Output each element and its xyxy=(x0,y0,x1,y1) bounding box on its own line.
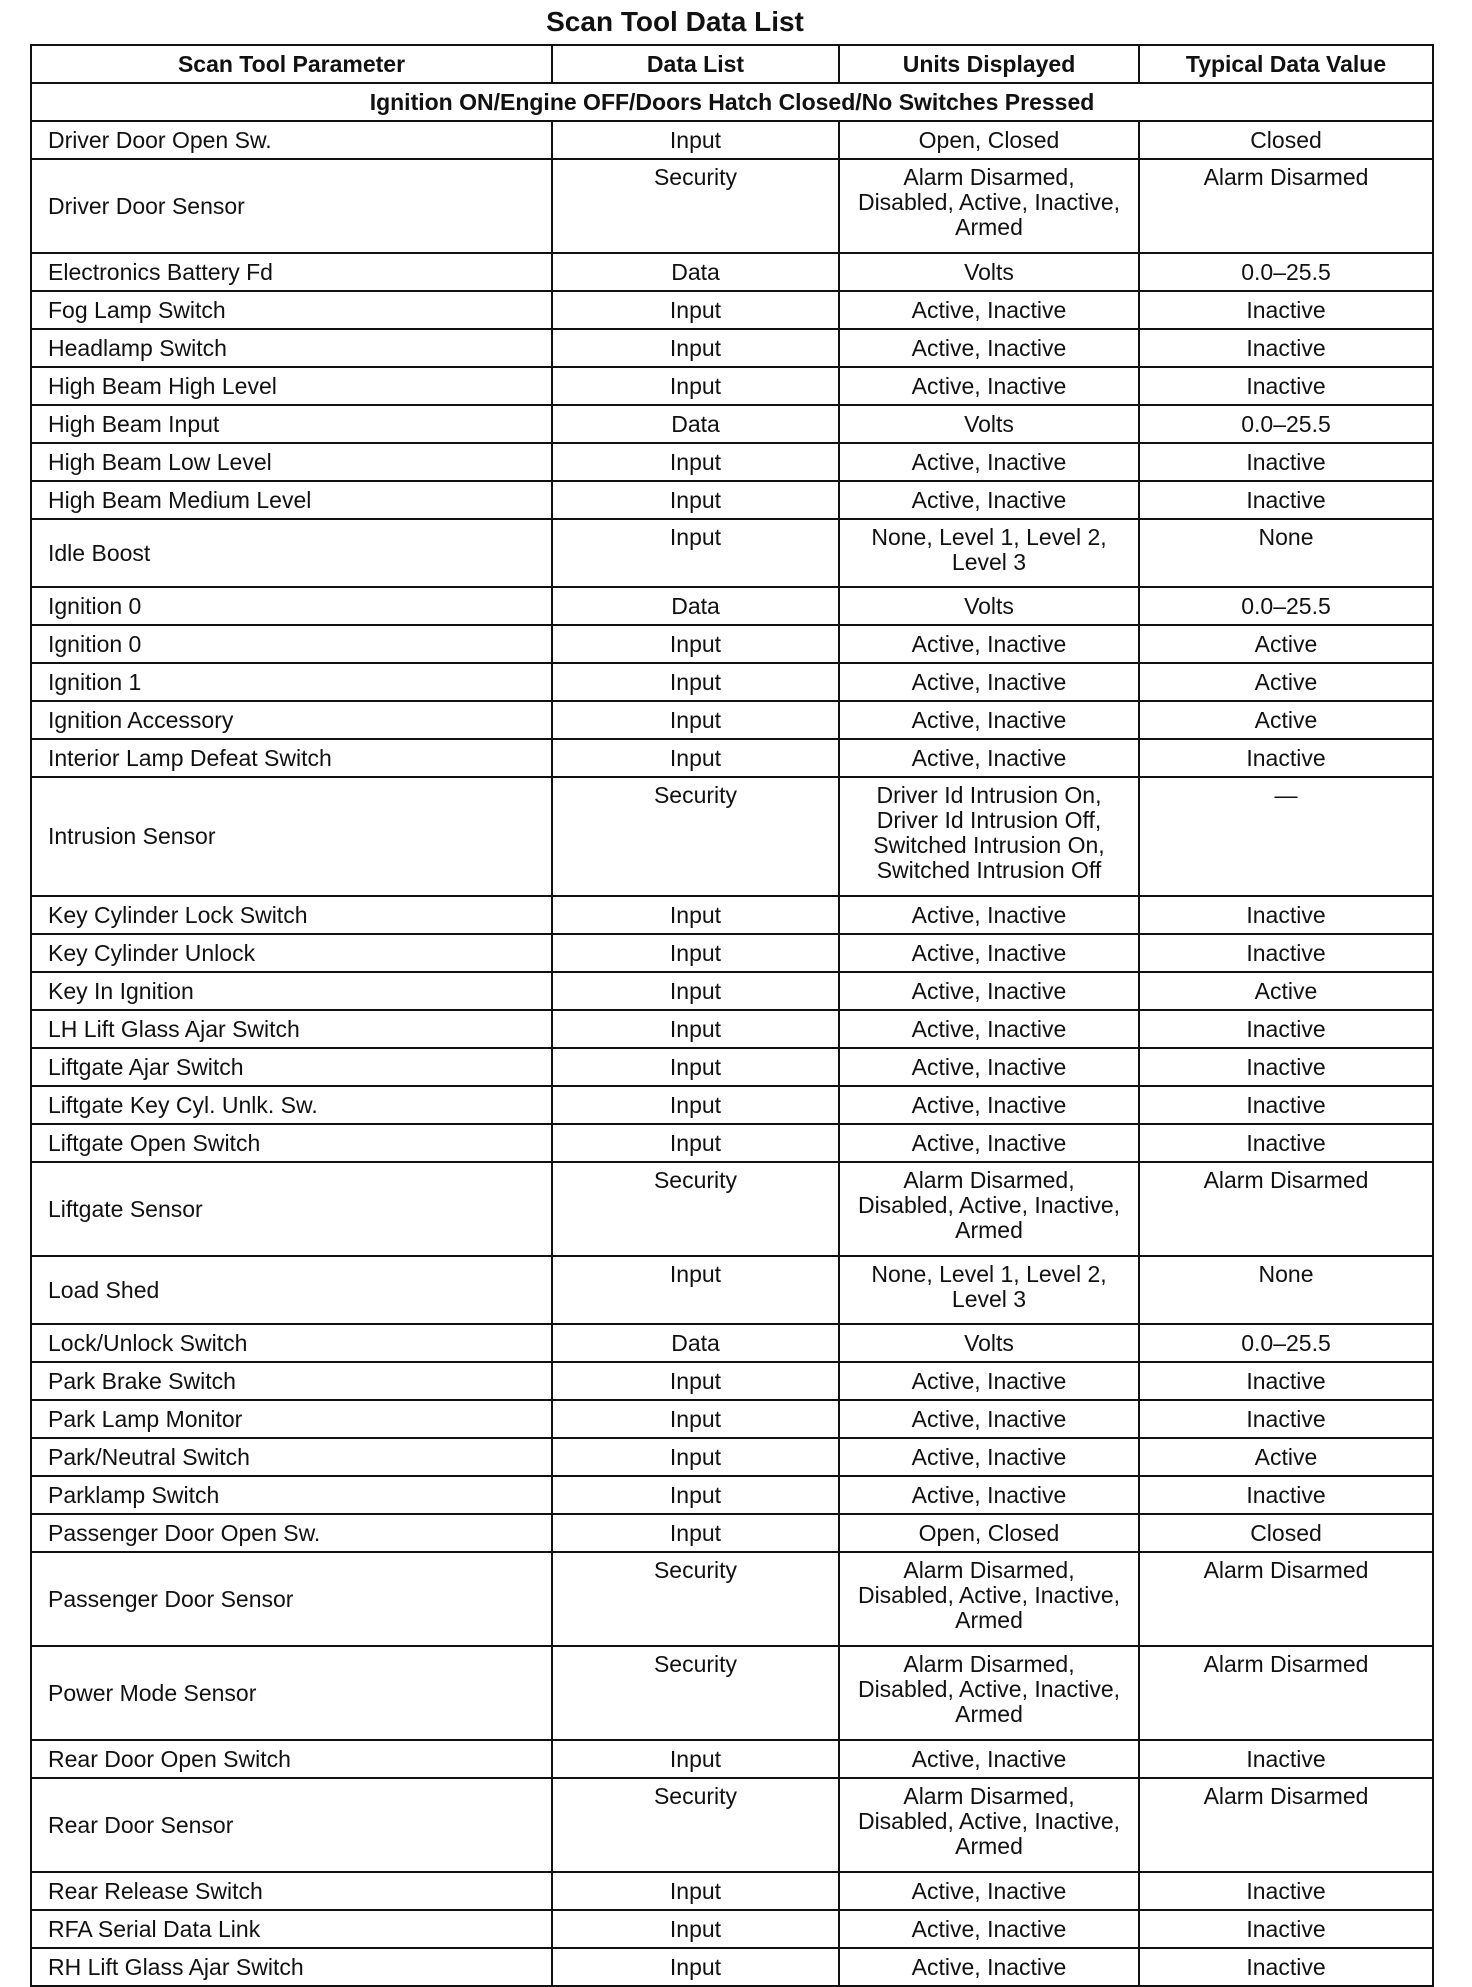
table-row xyxy=(31,1476,1433,1514)
cell-parameter: Ignition 0 xyxy=(31,625,552,663)
table-row xyxy=(31,1910,1433,1948)
cell-data-list: Input xyxy=(552,1910,839,1948)
cell-data-list: Security xyxy=(552,1162,839,1256)
table-row xyxy=(31,481,1433,519)
cell-typical-value: Inactive xyxy=(1139,329,1433,367)
cell-typical-value: Closed xyxy=(1139,1514,1433,1552)
table-row xyxy=(31,1438,1433,1476)
cell-data-list: Input xyxy=(552,1514,839,1552)
table-row xyxy=(31,1256,1433,1324)
cell-units: Active, Inactive xyxy=(839,1476,1139,1514)
cell-units: Active, Inactive xyxy=(839,934,1139,972)
cell-typical-value: Alarm Disarmed xyxy=(1139,1162,1433,1256)
cell-parameter: Park Brake Switch xyxy=(31,1362,552,1400)
cell-typical-value: Alarm Disarmed xyxy=(1139,159,1433,253)
cell-parameter: High Beam Medium Level xyxy=(31,481,552,519)
table-row xyxy=(31,291,1433,329)
cell-parameter: Park Lamp Monitor xyxy=(31,1400,552,1438)
cell-typical-value: Alarm Disarmed xyxy=(1139,1778,1433,1872)
table-row xyxy=(31,1010,1433,1048)
cell-typical-value: Active xyxy=(1139,1438,1433,1476)
cell-data-list: Data xyxy=(552,1324,839,1362)
cell-typical-value: Active xyxy=(1139,972,1433,1010)
cell-units: Alarm Disarmed, Disabled, Active, Inactive, Armed xyxy=(839,159,1139,253)
scan-tool-data-table xyxy=(30,44,1434,1987)
table-row xyxy=(31,972,1433,1010)
table-row xyxy=(31,121,1433,159)
cell-typical-value: 0.0–25.5 xyxy=(1139,253,1433,291)
cell-units: Active, Inactive xyxy=(839,481,1139,519)
table-row xyxy=(31,1552,1433,1646)
cell-parameter: Driver Door Sensor xyxy=(31,159,552,253)
cell-parameter: High Beam Low Level xyxy=(31,443,552,481)
cell-units: Active, Inactive xyxy=(839,367,1139,405)
cell-data-list: Input xyxy=(552,1872,839,1910)
cell-typical-value: Active xyxy=(1139,701,1433,739)
cell-parameter: Liftgate Ajar Switch xyxy=(31,1048,552,1086)
cell-typical-value: Inactive xyxy=(1139,291,1433,329)
table-row xyxy=(31,1086,1433,1124)
cell-typical-value: Inactive xyxy=(1139,1948,1433,1986)
table-row xyxy=(31,701,1433,739)
cell-parameter: Power Mode Sensor xyxy=(31,1646,552,1740)
table-row xyxy=(31,663,1433,701)
cell-units: Active, Inactive xyxy=(839,1438,1139,1476)
cell-parameter: Liftgate Key Cyl. Unlk. Sw. xyxy=(31,1086,552,1124)
cell-units: Active, Inactive xyxy=(839,1948,1139,1986)
cell-parameter: High Beam Input xyxy=(31,405,552,443)
cell-data-list: Input xyxy=(552,1400,839,1438)
cell-units: Active, Inactive xyxy=(839,1010,1139,1048)
cell-parameter: Fog Lamp Switch xyxy=(31,291,552,329)
cell-data-list: Input xyxy=(552,1048,839,1086)
cell-parameter: Idle Boost xyxy=(31,519,552,587)
table-row xyxy=(31,329,1433,367)
column-header-data-list: Data List xyxy=(552,45,839,83)
cell-data-list: Input xyxy=(552,1438,839,1476)
cell-data-list: Input xyxy=(552,121,839,159)
table-row xyxy=(31,1514,1433,1552)
cell-data-list: Input xyxy=(552,739,839,777)
cell-units: Open, Closed xyxy=(839,1514,1139,1552)
table-row xyxy=(31,253,1433,291)
cell-units: Volts xyxy=(839,405,1139,443)
cell-parameter: Passenger Door Sensor xyxy=(31,1552,552,1646)
column-header-units: Units Displayed xyxy=(839,45,1139,83)
cell-data-list: Data xyxy=(552,253,839,291)
table-row xyxy=(31,739,1433,777)
cell-typical-value: Alarm Disarmed xyxy=(1139,1646,1433,1740)
cell-parameter: Driver Door Open Sw. xyxy=(31,121,552,159)
cell-units: Alarm Disarmed, Disabled, Active, Inactive, Armed xyxy=(839,1646,1139,1740)
cell-data-list: Security xyxy=(552,777,839,896)
cell-parameter: Lock/Unlock Switch xyxy=(31,1324,552,1362)
cell-parameter: Headlamp Switch xyxy=(31,329,552,367)
table-header-row xyxy=(31,45,1433,83)
cell-typical-value: Inactive xyxy=(1139,1476,1433,1514)
cell-units: Active, Inactive xyxy=(839,896,1139,934)
cell-data-list: Input xyxy=(552,367,839,405)
cell-data-list: Input xyxy=(552,1124,839,1162)
table-row xyxy=(31,1124,1433,1162)
cell-units: Volts xyxy=(839,253,1139,291)
cell-data-list: Input xyxy=(552,1010,839,1048)
cell-units: Active, Inactive xyxy=(839,1362,1139,1400)
cell-typical-value: Inactive xyxy=(1139,1010,1433,1048)
table-row xyxy=(31,1646,1433,1740)
table-row xyxy=(31,934,1433,972)
cell-data-list: Input xyxy=(552,481,839,519)
cell-parameter: Parklamp Switch xyxy=(31,1476,552,1514)
cell-units: Active, Inactive xyxy=(839,1124,1139,1162)
cell-data-list: Input xyxy=(552,896,839,934)
cell-units: Volts xyxy=(839,587,1139,625)
table-row xyxy=(31,159,1433,253)
cell-data-list: Data xyxy=(552,405,839,443)
cell-parameter: Intrusion Sensor xyxy=(31,777,552,896)
cell-parameter: Key Cylinder Lock Switch xyxy=(31,896,552,934)
cell-parameter: Key Cylinder Unlock xyxy=(31,934,552,972)
cell-parameter: Passenger Door Open Sw. xyxy=(31,1514,552,1552)
cell-units: Active, Inactive xyxy=(839,1910,1139,1948)
cell-parameter: RH Lift Glass Ajar Switch xyxy=(31,1948,552,1986)
table-row xyxy=(31,1362,1433,1400)
table-row xyxy=(31,405,1433,443)
cell-units: Open, Closed xyxy=(839,121,1139,159)
table-row xyxy=(31,1778,1433,1872)
cell-units: None, Level 1, Level 2, Level 3 xyxy=(839,1256,1139,1324)
cell-parameter: Ignition Accessory xyxy=(31,701,552,739)
cell-data-list: Input xyxy=(552,1476,839,1514)
cell-parameter: Liftgate Sensor xyxy=(31,1162,552,1256)
cell-parameter: Ignition 1 xyxy=(31,663,552,701)
cell-parameter: Interior Lamp Defeat Switch xyxy=(31,739,552,777)
cell-data-list: Security xyxy=(552,159,839,253)
cell-data-list: Input xyxy=(552,519,839,587)
cell-data-list: Input xyxy=(552,934,839,972)
cell-typical-value: 0.0–25.5 xyxy=(1139,405,1433,443)
cell-parameter: Rear Release Switch xyxy=(31,1872,552,1910)
cell-data-list: Input xyxy=(552,625,839,663)
table-row xyxy=(31,367,1433,405)
table-row xyxy=(31,896,1433,934)
cell-typical-value: Inactive xyxy=(1139,1910,1433,1948)
cell-typical-value: Inactive xyxy=(1139,1740,1433,1778)
cell-typical-value: 0.0–25.5 xyxy=(1139,587,1433,625)
table-row xyxy=(31,1948,1433,1986)
cell-typical-value: Inactive xyxy=(1139,1872,1433,1910)
cell-data-list: Input xyxy=(552,1362,839,1400)
cell-typical-value: Inactive xyxy=(1139,481,1433,519)
cell-data-list: Input xyxy=(552,663,839,701)
document-title: Scan Tool Data List xyxy=(546,6,804,37)
cell-typical-value: Inactive xyxy=(1139,1048,1433,1086)
cell-units: Active, Inactive xyxy=(839,663,1139,701)
cell-typical-value: Inactive xyxy=(1139,1086,1433,1124)
cell-parameter: LH Lift Glass Ajar Switch xyxy=(31,1010,552,1048)
cell-data-list: Security xyxy=(552,1778,839,1872)
cell-typical-value: Inactive xyxy=(1139,1124,1433,1162)
cell-parameter: Ignition 0 xyxy=(31,587,552,625)
cell-data-list: Input xyxy=(552,1256,839,1324)
cell-typical-value: Inactive xyxy=(1139,367,1433,405)
cell-data-list: Input xyxy=(552,972,839,1010)
cell-typical-value: Active xyxy=(1139,663,1433,701)
cell-units: Alarm Disarmed, Disabled, Active, Inactive, Armed xyxy=(839,1552,1139,1646)
cell-data-list: Security xyxy=(552,1646,839,1740)
table-row xyxy=(31,587,1433,625)
column-header-parameter: Scan Tool Parameter xyxy=(31,45,552,83)
cell-units: Alarm Disarmed, Disabled, Active, Inactive, Armed xyxy=(839,1162,1139,1256)
cell-typical-value: Alarm Disarmed xyxy=(1139,1552,1433,1646)
cell-units: Active, Inactive xyxy=(839,625,1139,663)
cell-data-list: Input xyxy=(552,1740,839,1778)
cell-units: Active, Inactive xyxy=(839,1048,1139,1086)
table-row xyxy=(31,1740,1433,1778)
cell-parameter: Liftgate Open Switch xyxy=(31,1124,552,1162)
table-row xyxy=(31,625,1433,663)
cell-units: Active, Inactive xyxy=(839,1400,1139,1438)
table-row xyxy=(31,1162,1433,1256)
cell-typical-value: None xyxy=(1139,519,1433,587)
cell-units: Active, Inactive xyxy=(839,443,1139,481)
table-row xyxy=(31,1872,1433,1910)
cell-units: Active, Inactive xyxy=(839,329,1139,367)
cell-units: Alarm Disarmed, Disabled, Active, Inactive, Armed xyxy=(839,1778,1139,1872)
table-row xyxy=(31,1400,1433,1438)
cell-parameter: Electronics Battery Fd xyxy=(31,253,552,291)
cell-typical-value: None xyxy=(1139,1256,1433,1324)
table-row xyxy=(31,1324,1433,1362)
cell-units: None, Level 1, Level 2, Level 3 xyxy=(839,519,1139,587)
cell-units: Active, Inactive xyxy=(839,1086,1139,1124)
cell-typical-value: Inactive xyxy=(1139,739,1433,777)
cell-parameter: Park/Neutral Switch xyxy=(31,1438,552,1476)
cell-parameter: Rear Door Sensor xyxy=(31,1778,552,1872)
cell-units: Driver Id Intrusion On, Driver Id Intrusion Off, Switched Intrusion On, Switched Intrusion Off xyxy=(839,777,1139,896)
group-header-row xyxy=(31,83,1433,121)
cell-units: Volts xyxy=(839,1324,1139,1362)
cell-units: Active, Inactive xyxy=(839,291,1139,329)
cell-typical-value: — xyxy=(1139,777,1433,896)
cell-data-list: Security xyxy=(552,1552,839,1646)
cell-data-list: Input xyxy=(552,1948,839,1986)
cell-typical-value: Inactive xyxy=(1139,1362,1433,1400)
cell-units: Active, Inactive xyxy=(839,1872,1139,1910)
cell-typical-value: Closed xyxy=(1139,121,1433,159)
cell-parameter: RFA Serial Data Link xyxy=(31,1910,552,1948)
cell-units: Active, Inactive xyxy=(839,972,1139,1010)
cell-parameter: Key In Ignition xyxy=(31,972,552,1010)
cell-data-list: Input xyxy=(552,701,839,739)
cell-parameter: Load Shed xyxy=(31,1256,552,1324)
cell-data-list: Input xyxy=(552,329,839,367)
cell-data-list: Input xyxy=(552,291,839,329)
cell-data-list: Data xyxy=(552,587,839,625)
table-row xyxy=(31,519,1433,587)
cell-typical-value: Inactive xyxy=(1139,1400,1433,1438)
cell-data-list: Input xyxy=(552,1086,839,1124)
cell-typical-value: Inactive xyxy=(1139,443,1433,481)
cell-typical-value: Inactive xyxy=(1139,896,1433,934)
cell-typical-value: 0.0–25.5 xyxy=(1139,1324,1433,1362)
cell-parameter: Rear Door Open Switch xyxy=(31,1740,552,1778)
cell-parameter: High Beam High Level xyxy=(31,367,552,405)
column-header-typical-value: Typical Data Value xyxy=(1139,45,1433,83)
cell-units: Active, Inactive xyxy=(839,1740,1139,1778)
table-row xyxy=(31,1048,1433,1086)
cell-data-list: Input xyxy=(552,443,839,481)
table-row xyxy=(31,443,1433,481)
cell-typical-value: Inactive xyxy=(1139,934,1433,972)
group-header: Ignition ON/Engine OFF/Doors Hatch Closed/No Switches Pressed xyxy=(31,83,1433,121)
table-row xyxy=(31,777,1433,896)
cell-units: Active, Inactive xyxy=(839,739,1139,777)
cell-typical-value: Active xyxy=(1139,625,1433,663)
cell-units: Active, Inactive xyxy=(839,701,1139,739)
